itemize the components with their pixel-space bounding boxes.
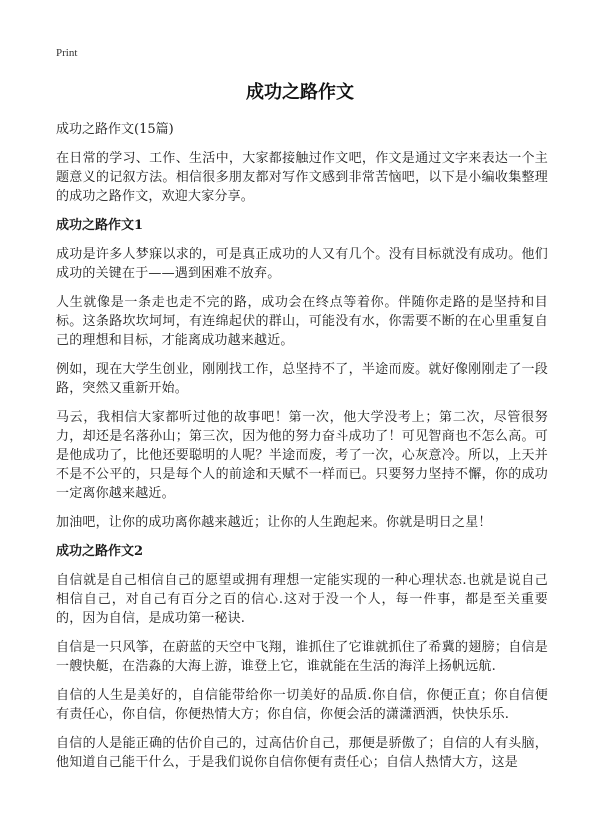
document-body [56, 120, 548, 782]
paragraph: 自信是一只风筝，在蔚蓝的天空中飞翔，谁抓住了它谁就抓住了希冀的翅膀；自信是一艘快艇，在浩淼的大海上游，谁登上它，谁就能在生活的海洋上扬帆远航. [56, 640, 548, 674]
paragraph: 人生就像是一条走也走不完的路，成功会在终点等着你。伴随你走路的是坚持和目标。这条路坎坎坷坷，有连绵起伏的群山，可能没有水，你需要不断的在心里重复自己的理想和目标，才能离成功越来越近。 [56, 295, 548, 348]
paragraph: 马云，我相信大家都听过他的故事吧！第一次，他大学没考上；第二次，尽管很努力，却还是名落孙山；第三次，因为他的努力奋斗成功了！可见智商也不怎么高。可是他成功了，比他还要聪明的人呢？半途而废，考了一次，心灰意冷。所以，上天并不是不公平的，只是每个人的前途和天赋不一样而已。只要努力坚持不懈，你的成功一定离你越来越近。 [56, 410, 548, 501]
section-heading: 成功之路作文2 [56, 544, 144, 559]
section-heading: 成功之路作文1 [56, 218, 144, 233]
paragraph: 自信的人是能正确的估价自己的，过高估价自己，那便是骄傲了；自信的人有头脑，他知道自己能干什么，于是我们说你自信你便有责任心；自信人热情大方，这是 [56, 736, 548, 770]
page-title: 成功之路作文 [246, 82, 354, 103]
paragraph: 例如，现在大学生创业，刚刚找工作，总坚持不了，半途而废。就好像刚刚走了一段路，突然又重新开始。 [56, 362, 548, 396]
paragraph: 成功是许多人梦寐以求的，可是真正成功的人又有几个。没有目标就没有成功。他们成功的关键在于——遇到困难不放弃。 [56, 247, 548, 281]
document-subtitle: 成功之路作文(15篇) [56, 122, 174, 137]
paragraph: 自信的人生是美好的，自信能带给你一切美好的品质.你自信，你便正直；你自信便有责任心，你自信，你便热情大方；你自信，你便会活的潇潇洒洒，快快乐乐. [56, 688, 548, 722]
paragraph: 自信就是自己相信自己的愿望或拥有理想一定能实现的一种心理状态.也就是说自己相信自己，对自己有百分之百的信心.这对于没一个人，每一件事，都是至关重要的，因为自信，是成功第一秘诀. [56, 573, 548, 626]
intro-paragraph: 在日常的学习、工作、生活中，大家都接触过作文吧，作文是通过文字来表达一个主题意义的记叙方法。相信很多朋友都对写作文感到非常苦恼吧，以下是小编收集整理的成功之路作文，欢迎大家分享。 [56, 151, 548, 204]
print-label[interactable]: Print [56, 47, 78, 59]
paragraph: 加油吧，让你的成功离你越来越近；让你的人生跑起来。你就是明日之星！ [56, 515, 492, 530]
